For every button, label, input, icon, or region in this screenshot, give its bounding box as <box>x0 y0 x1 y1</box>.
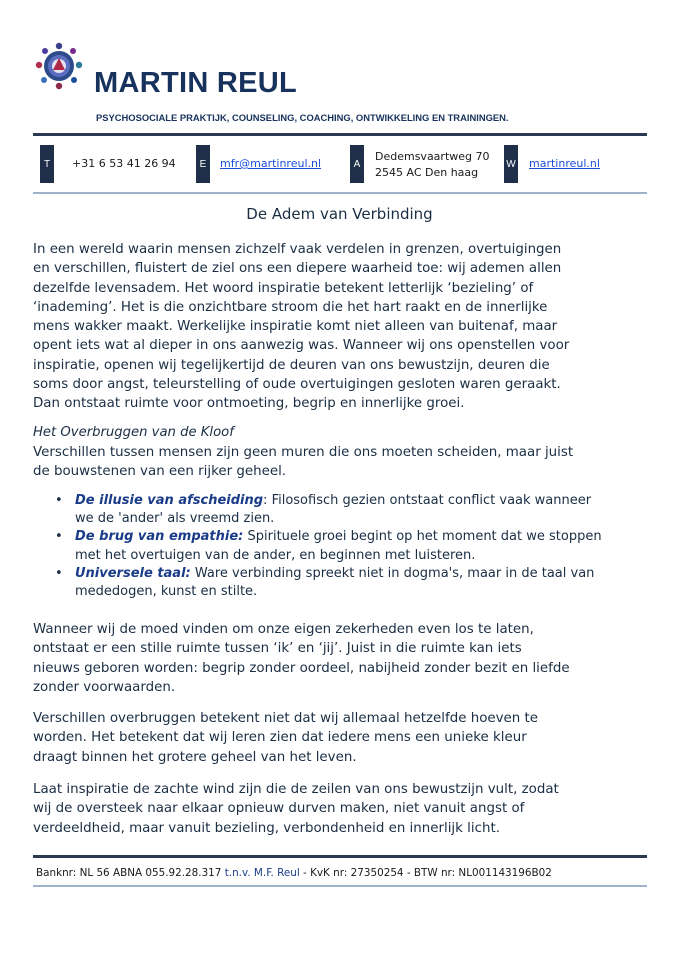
document-title: De Adem van Verbinding <box>246 205 433 223</box>
text-line: zonder voorwaarden. <box>33 679 176 695</box>
brand-tagline: PSYCHOSOCIALE PRAKTIJK, COUNSELING, COACHING, ONTWIKKELING EN TRAININGEN. <box>96 112 509 123</box>
brand-name: MARTIN REUL <box>94 67 298 99</box>
text-line: worden. Het betekent dat wij leren zien dat iedere mens een unieke kleur <box>33 730 527 746</box>
bullet-dot-icon: • <box>55 493 63 508</box>
bank-number: Banknr: NL 56 ABNA 055.92.28.317 <box>36 867 225 879</box>
text-line: dezelfde levensadem. Het woord inspiratie betekent letterlijk ‘bezieling’ of <box>33 280 534 296</box>
paragraph-bridge <box>33 443 653 482</box>
bullet-text: Filosofisch gezien ontstaat conflict vaak wanneer <box>267 493 592 508</box>
text-line: draagt binnen het grotere geheel van het leven. <box>33 749 357 765</box>
bullet-title: De brug van empathie: <box>75 529 244 545</box>
address-line-2: 2545 AC Den haag <box>375 166 479 179</box>
bank-holder: t.n.v. M.F. Reul <box>224 867 300 879</box>
text-line: opent iets wat al dieper in ons aanwezig was. Wanneer wij ons openstellen voor <box>33 338 570 354</box>
email-badge: E <box>196 145 210 183</box>
bullet-text: Spirituele groei begint op het moment dat we stoppen <box>243 529 602 545</box>
bullet-separator: : <box>263 493 268 508</box>
text-line: Verschillen overbruggen betekent niet dat wij allemaal hetzelfde hoeven te <box>33 711 539 726</box>
btw-number: BTW nr: NL001143196B02 <box>413 867 552 879</box>
address-badge: A <box>350 145 364 183</box>
web-link[interactable]: martinreul.nl <box>529 157 600 170</box>
email-link[interactable]: mfr@martinreul.nl <box>220 157 322 170</box>
bullet-title: Universele taal: <box>75 565 191 581</box>
kvk-number: KvK nr: 27350254 <box>310 867 404 879</box>
bullet-list <box>33 492 653 601</box>
text-line: soms door angst, teleurstelling of oude overtuigingen gesloten waren geraakt. <box>33 377 561 393</box>
bullet-dot-icon: • <box>55 529 63 545</box>
zodiac-wheel-logo <box>33 40 85 92</box>
text-line: wij de oversteek naar elkaar opnieuw durven maken, niet vanuit angst of <box>33 801 525 817</box>
bullet-text-continued: met het overtuigen van de ander, en beginnen met luisteren. <box>75 547 476 563</box>
bullet-text-continued: mededogen, kunst en stilte. <box>75 584 258 600</box>
section-subheading: Het Overbruggen van de Kloof <box>33 425 234 440</box>
paragraph-closing <box>33 780 653 838</box>
text-line: Laat inspiratie de zachte wind zijn die de zeilen van ons bewustzijn vult, zodat <box>33 782 559 797</box>
text-line: ‘inademing’. Het is die onzichtbare stroom die het hart raakt en de innerlijke <box>33 299 548 315</box>
bullet-text: Ware verbinding spreekt niet in dogma's, maar in de taal van <box>190 565 595 581</box>
phone-number: +31 6 53 41 26 94 <box>72 157 176 170</box>
text-line: Verschillen tussen mensen zijn geen muren die ons moeten scheiden, maar juist <box>33 445 574 460</box>
footer-separator: - <box>299 867 311 879</box>
footer-separator: - <box>403 867 414 879</box>
bullet-dot-icon: • <box>55 565 63 581</box>
list-item <box>33 565 653 601</box>
paragraph-intro <box>33 240 653 414</box>
contact-bar <box>40 145 640 185</box>
list-item <box>33 492 653 528</box>
text-line: de bouwstenen van een rijker geheel. <box>33 464 287 480</box>
text-line: In een wereld waarin mensen zichzelf vaak verdelen in grenzen, overtuigingen <box>33 242 562 257</box>
text-line: Wanneer wij de moed vinden om onze eigen zekerheden even los te laten, <box>33 622 534 637</box>
text-line: ontstaat er een stille ruimte tussen ‘ik’ en ‘jij’. Juist in die ruimte kan iets <box>33 641 522 657</box>
paragraph-courage <box>33 620 653 697</box>
footer-info <box>36 867 552 879</box>
bullet-title: De illusie van afscheiding <box>75 493 264 508</box>
footer-divider <box>33 855 647 858</box>
text-line: Dan ontstaat ruimte voor ontmoeting, begrip en innerlijke groei. <box>33 396 465 412</box>
text-line: en verschillen, fluistert de ziel ons een diepere waarheid toe: wij ademen allen <box>33 261 562 277</box>
text-line: inspiratie, openen wij tegelijkertijd de deuren van ons bewustzijn, deuren die <box>33 357 550 373</box>
bullet-text-continued: we de 'ander' als vreemd zien. <box>75 511 275 527</box>
list-item <box>33 528 653 564</box>
paragraph-differences <box>33 709 653 767</box>
phone-badge: T <box>40 145 54 183</box>
text-line: nieuws geboren worden: begrip zonder oordeel, nabijheid zonder bezit en liefde <box>33 660 570 676</box>
address-line-1: Dedemsvaartweg 70 <box>375 150 490 163</box>
header-divider <box>33 133 647 136</box>
text-line: verdeeldheid, maar vanuit bezieling, verbondenheid en innerlijk licht. <box>33 820 500 836</box>
web-badge: W <box>504 145 518 183</box>
text-line: mens wakker maakt. Werkelijke inspiratie komt niet alleen van buitenaf, maar <box>33 319 558 335</box>
footer-bottom-divider <box>33 885 647 887</box>
contact-divider <box>33 192 647 194</box>
